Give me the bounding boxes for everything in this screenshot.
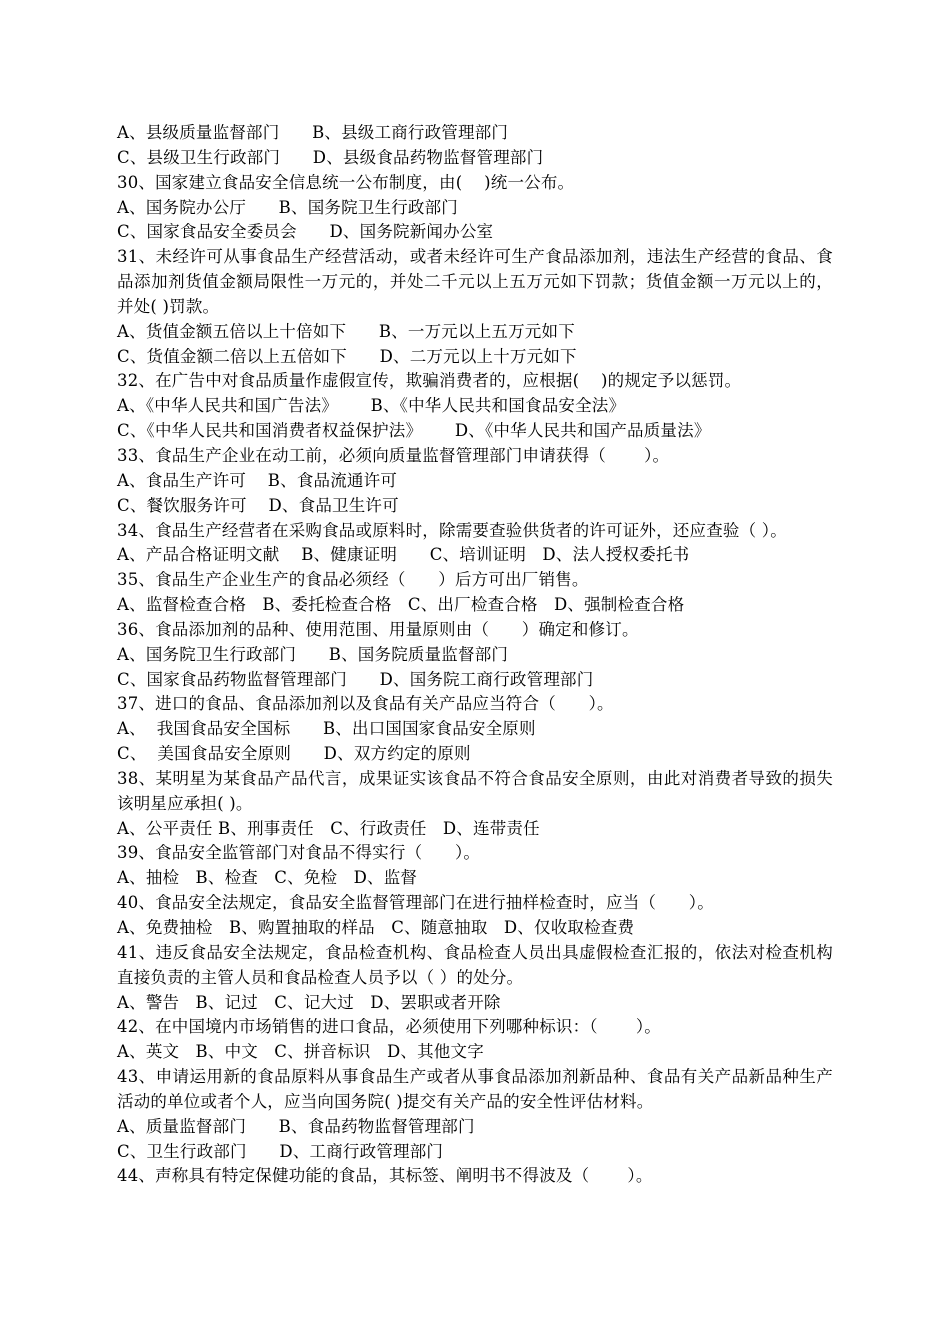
option-line: A、公平责任 B、刑事责任 C、行政责任 D、连带责任 bbox=[117, 818, 540, 838]
option-line: C、餐饮服务许可 D、食品卫生许可 bbox=[117, 495, 399, 515]
option-line: A、 我国食品安全国标 B、出口国国家食品安全原则 bbox=[117, 719, 536, 739]
option-line: A、《中华人民共和国广告法》 B、《中华人民共和国食品安全法》 bbox=[117, 396, 626, 416]
question-line: 31、未经许可从事食品生产经营活动，或者未经许可生产食品添加剂，违法生产经营的食品、食品添加剂货值金额局限性一万元的，并处二千元以上五万元如下罚款；货值金额一万元以上的，并处( )罚款。 bbox=[117, 247, 833, 316]
question-line: 44、声称具有特定保健功能的食品，其标签、阐明书不得波及（ ）。 bbox=[117, 1166, 653, 1186]
option-line: A、监督检查合格 B、委托检查合格 C、出厂检查合格 D、强制检查合格 bbox=[117, 595, 685, 615]
option-line: C、县级卫生行政部门 D、县级食品药物监督管理部门 bbox=[117, 147, 544, 167]
question-line: 35、食品生产企业生产的食品必须经（ ）后方可出厂销售。 bbox=[117, 570, 589, 590]
question-line: 33、食品生产企业在动工前，必须向质量监督管理部门申请获得（ ）。 bbox=[117, 445, 670, 465]
option-line: C、国家食品药物监督管理部门 D、国务院工商行政管理部门 bbox=[117, 669, 594, 689]
option-line: A、英文 B、中文 C、拼音标识 D、其他文字 bbox=[117, 1042, 484, 1062]
option-line: C、 美国食品安全原则 D、双方约定的原则 bbox=[117, 744, 471, 764]
option-line: A、国务院卫生行政部门 B、国务院质量监督部门 bbox=[117, 644, 509, 664]
question-line: 36、食品添加剂的品种、使用范围、用量原则由（ ）确定和修订。 bbox=[117, 619, 639, 639]
option-line: A、国务院办公厅 B、国务院卫生行政部门 bbox=[117, 197, 459, 217]
option-line: A、警告 B、记过 C、记大过 D、罢职或者开除 bbox=[117, 992, 501, 1012]
option-line: A、食品生产许可 B、食品流通许可 bbox=[117, 470, 398, 490]
option-line: C、货值金额二倍以上五倍如下 D、二万元以上十万元如下 bbox=[117, 346, 577, 366]
question-line: 43、申请运用新的食品原料从事食品生产或者从事食品添加剂新品种、食品有关产品新品种生产活动的单位或者个人，应当向国务院( )提交有关产品的安全性评估材料。 bbox=[117, 1067, 833, 1111]
question-line: 30、国家建立食品安全信息统一公布制度，由( )统一公布。 bbox=[117, 172, 575, 192]
option-line: C、国家食品安全委员会 D、国务院新闻办公室 bbox=[117, 222, 494, 242]
option-line: A、质量监督部门 B、食品药物监督管理部门 bbox=[117, 1116, 475, 1136]
option-line: C、卫生行政部门 D、工商行政管理部门 bbox=[117, 1141, 444, 1161]
option-line: A、免费抽检 B、购置抽取的样品 C、随意抽取 D、仅收取检查费 bbox=[117, 918, 635, 937]
option-line: A、县级质量监督部门 B、县级工商行政管理部门 bbox=[117, 123, 509, 142]
option-line: C、《中华人民共和国消费者权益保护法》 D、《中华人民共和国产品质量法》 bbox=[117, 421, 711, 441]
option-line: A、抽检 B、检查 C、免检 D、监督 bbox=[117, 868, 418, 888]
question-line: 38、某明星为某食品产品代言，成果证实该食品不符合食品安全原则，由此对消费者导致的损失该明星应承担( )。 bbox=[117, 768, 833, 813]
question-line: 32、在广告中对食品质量作虚假宣传，欺骗消费者的，应根据( )的规定予以惩罚。 bbox=[117, 371, 742, 391]
question-line: 39、食品安全监管部门对食品不得实行（ ）。 bbox=[117, 843, 481, 863]
question-line: 40、食品安全法规定，食品安全监督管理部门在进行抽样检查时，应当（ ）。 bbox=[117, 893, 714, 913]
option-line: A、产品合格证明文献 B、健康证明 C、培训证明 D、法人授权委托书 bbox=[117, 545, 690, 565]
question-line: 37、进口的食品、食品添加剂以及食品有关产品应当符合（ ）。 bbox=[117, 694, 614, 714]
document-page bbox=[117, 121, 833, 1189]
question-line: 34、食品生产经营者在采购食品或原料时，除需要查验供货者的许可证外，还应查验（ ）。 bbox=[117, 520, 787, 540]
question-line: 42、在中国境内市场销售的进口食品，必须使用下列哪种标识：（ ）。 bbox=[117, 1017, 662, 1037]
question-line: 41、违反食品安全法规定，食品检查机构、食品检查人员出具虚假检查汇报的，依法对检查机构直接负责的主管人员和食品检查人员予以（ ）的处分。 bbox=[117, 942, 833, 987]
option-line: A、货值金额五倍以上十倍如下 B、一万元以上五万元如下 bbox=[117, 321, 575, 341]
